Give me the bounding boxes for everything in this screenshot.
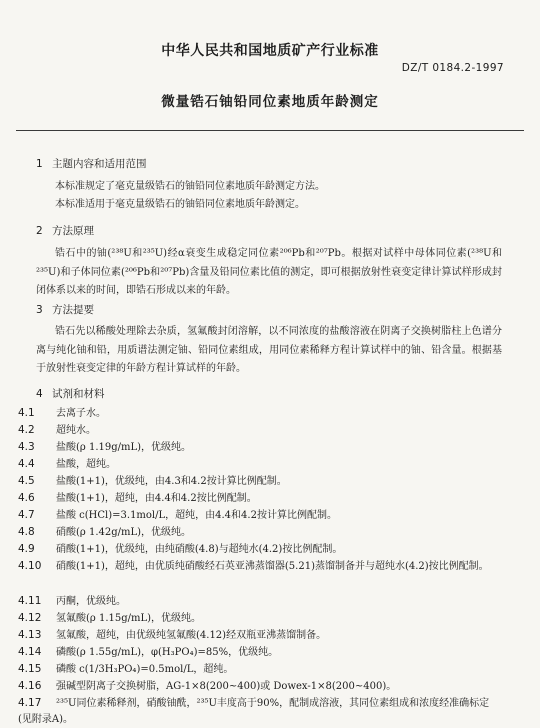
- item-text: 盐酸(1+1)，优级纯，由4.3和4.2按计算比例配制。: [56, 476, 287, 487]
- item-number: 4.12: [18, 612, 42, 624]
- item-number: 4.6: [18, 492, 35, 504]
- list-item: [18, 661, 502, 678]
- item-text: 盐酸(ρ 1.19g/mL)，优级纯。: [56, 442, 192, 453]
- section-title: 试剂和材料: [52, 388, 105, 400]
- item-number: 4.4: [18, 458, 35, 470]
- item-number: 4.1: [18, 407, 35, 419]
- section-title: 主题内容和适用范围: [52, 158, 147, 170]
- section-heading: [36, 386, 105, 401]
- section-number: 1: [36, 158, 43, 170]
- standard-org-title: 中华人民共和国地质矿产行业标准: [161, 43, 379, 59]
- list-item: [18, 695, 502, 728]
- item-number: 4.3: [18, 441, 35, 453]
- list-item: [18, 524, 502, 541]
- list-item: [18, 627, 502, 644]
- standard-number: DZ/T 0184.2-1997: [401, 62, 504, 74]
- item-text: 硝酸(ρ 1.42g/mL)，优级纯。: [56, 527, 192, 538]
- list-item: [18, 405, 502, 422]
- item-text: 盐酸(1+1)，超纯，由4.4和4.2按比例配制。: [56, 493, 257, 504]
- item-text: 硝酸(1+1)，优级纯，由纯硝酸(4.8)与超纯水(4.2)按比例配制。: [56, 544, 343, 555]
- list-item: [18, 644, 502, 661]
- item-number: 4.5: [18, 475, 35, 487]
- item-text: 强碱型阴离子交换树脂，AG-1×8(200~400)或 Dowex-1×8(200~400)。: [56, 681, 397, 692]
- paragraph: 锆石先以稀酸处理除去杂质，氢氟酸封闭溶解，以不同浓度的盐酸溶液在阴离子交换树脂柱上色谱分离与纯化铀和铅，用质谱法测定铀、铅同位素组成，用同位素稀释方程计算试样中的铀、铅含量。根据基于放射性衰变定律的年龄方程计算试样的年龄。: [36, 326, 502, 374]
- list-item: [18, 610, 502, 627]
- item-number: 4.13: [18, 629, 42, 641]
- item-number: 4.14: [18, 646, 42, 658]
- paragraph: 本标准适用于毫克量级锆石的铀铅同位素地质年龄测定。: [55, 199, 305, 210]
- list-item: [18, 558, 502, 575]
- item-text: 氢氟酸，超纯，由优级纯氢氟酸(4.12)经双瓶亚沸蒸馏制备。: [56, 630, 327, 641]
- item-number: 4.10: [18, 560, 42, 572]
- section-title: 方法原理: [52, 225, 94, 237]
- section-heading: [36, 223, 94, 238]
- item-text: 磷酸(ρ 1.55g/mL)，φ(H₃PO₄)=85%，优级纯。: [56, 647, 279, 658]
- list-item: [18, 678, 502, 695]
- item-number: 4.15: [18, 663, 42, 675]
- list-item: [18, 541, 502, 558]
- item-text: 磷酸 c(1/3H₃PO₄)=0.5mol/L，超纯。: [56, 664, 234, 675]
- section-number: 4: [36, 388, 43, 400]
- item-text: 超纯水。: [56, 425, 96, 436]
- item-text: 丙酮，优级纯。: [56, 596, 126, 607]
- section-title: 方法提要: [52, 304, 94, 316]
- item-text: 氢氟酸(ρ 1.15g/mL)，优级纯。: [56, 613, 202, 624]
- item-text: ²³⁵U同位素稀释剂，硝酸铀酰，²³⁵U丰度高于90%，配制成溶液，其同位素组成和浓度经准确标定(见附录A)。: [18, 698, 490, 725]
- section-number: 2: [36, 225, 43, 237]
- section-number: 3: [36, 304, 43, 316]
- paragraph: 锆石中的铀(²³⁸U和²³⁵U)经α衰变生成稳定同位素²⁰⁶Pb和²⁰⁷Pb。根据对试样中母体同位素(²³⁸U和²³⁵U)和子体同位素(²⁰⁶Pb和²⁰⁷Pb)含量及铅同位素比值的测定，即可根据放射性衰变定律计算试样形成封闭体系以来的时间，即锆石形成以来的年龄。: [36, 248, 502, 296]
- list-item: [18, 456, 502, 473]
- section-heading: [36, 302, 94, 317]
- item-number: 4.2: [18, 424, 35, 436]
- item-text: 盐酸 c(HCl)=3.1mol/L，超纯，由4.4和4.2按计算比例配制。: [56, 510, 337, 521]
- item-text: 盐酸，超纯。: [56, 459, 116, 470]
- list-item: [18, 593, 502, 610]
- item-number: 4.11: [18, 595, 42, 607]
- item-number: 4.9: [18, 543, 35, 555]
- list-item: [18, 507, 502, 524]
- paragraph: 本标准规定了毫克量级锆石的铀铅同位素地质年龄测定方法。: [55, 181, 325, 192]
- item-number: 4.8: [18, 526, 35, 538]
- document-title: 微量锆石铀铅同位素地质年龄测定: [161, 94, 379, 110]
- section-heading: [36, 156, 147, 171]
- item-text: 去离子水。: [56, 408, 106, 419]
- list-item: [18, 422, 502, 439]
- list-item: [18, 439, 502, 456]
- list-item: [18, 473, 502, 490]
- item-number: 4.7: [18, 509, 35, 521]
- list-item: [18, 490, 502, 507]
- item-number: 4.16: [18, 680, 42, 692]
- item-text: 硝酸(1+1)，超纯，由优质纯硝酸经石英亚沸蒸馏器(5.21)蒸馏制备并与超纯水(4.2)按比例配制。: [56, 561, 489, 572]
- header-divider: [16, 130, 524, 131]
- item-number: 4.17: [18, 697, 42, 709]
